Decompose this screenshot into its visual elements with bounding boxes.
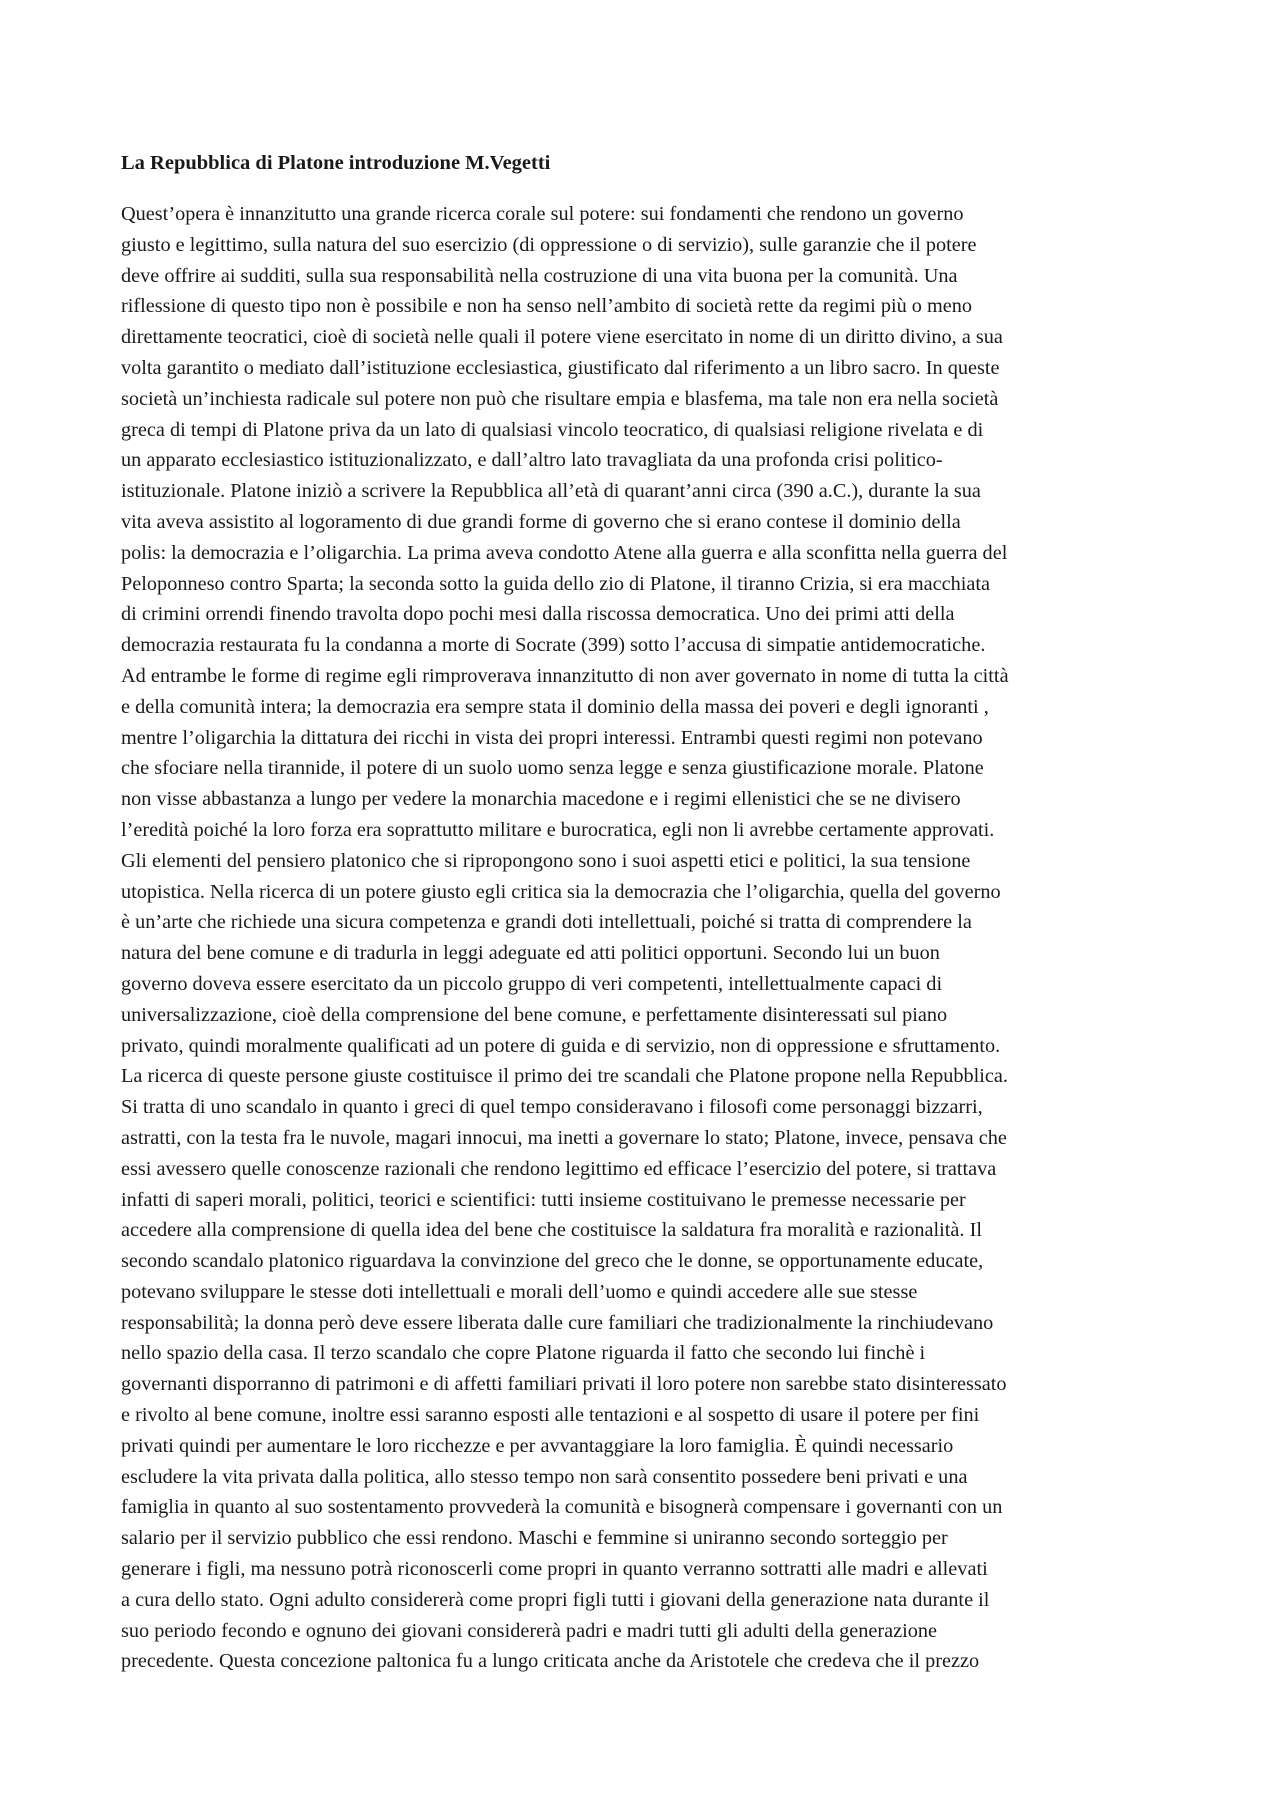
body-line: accedere alla comprensione di quella idea del bene che costituisce la saldatura fra moralità e razionalità. Il [121,1219,982,1242]
body-line: riflessione di questo tipo non è possibile e non ha senso nell’ambito di società rette da regimi più o meno [121,295,973,318]
body-line: volta garantito o mediato dall’istituzione ecclesiastica, giustificato dal riferimento a un libro sacro. In queste [121,356,1000,379]
body-line: e rivolto al bene comune, inoltre essi saranno esposti alle tentazioni e al sospetto di usare il potere per fini [121,1404,980,1427]
body-line: potevano sviluppare le stesse doti intellettuali e morali dell’uomo e quindi accedere alle sue stesse [121,1280,918,1303]
body-line: è un’arte che richiede una sicura competenza e grandi doti intellettuali, poiché si tratta di comprendere la [121,911,972,934]
body-line: deve offrire ai sudditi, sulla sua responsabilità nella costruzione di una vita buona per la comunità. Una [121,264,958,287]
body-line: secondo scandalo platonico riguardava la convinzione del greco che le donne, se opportunamente educate, [121,1250,984,1273]
body-line: precedente. Questa concezione paltonica fu a lungo criticata anche da Aristotele che credeva che il prezzo [121,1650,980,1673]
body-line: un apparato ecclesiastico istituzionalizzato, e dall’altro lato travagliata da una profonda crisi politico- [121,449,943,472]
document-title: La Repubblica di Platone introduzione M.Vegetti [121,152,551,174]
body-line: e della comunità intera; la democrazia era sempre stata il dominio della massa dei poveri e degli ignoranti , [121,695,989,718]
body-line: di crimini orrendi finendo travolta dopo pochi mesi dalla riscossa democratica. Uno dei primi atti della [121,603,955,626]
body-line: non visse abbastanza a lungo per vedere la monarchia macedone e i regimi ellenistici che se ne divisero [121,788,961,811]
body-line: mentre l’oligarchia la dittatura dei ricchi in vista dei propri interessi. Entrambi questi regimi non potevano [121,726,983,749]
body-line: Ad entrambe le forme di regime egli rimproverava innanzitutto di non aver governato in nome di tutta la città [121,664,1009,687]
document-body [121,199,1163,1677]
body-line: a cura dello stato. Ogni adulto considererà come propri figli tutti i giovani della generazione nata durante il [121,1588,990,1611]
body-line: governanti disporranno di patrimoni e di affetti familiari privati il loro potere non sarebbe stato disinteressato [121,1373,1007,1396]
body-line: salario per il servizio pubblico che essi rendono. Maschi e femmine si uniranno secondo sorteggio per [121,1527,948,1550]
body-line: che sfociare nella tirannide, il potere di un suolo uomo senza legge e senza giustificazione morale. Platone [121,757,984,780]
body-line: La ricerca di queste persone giuste costituisce il primo dei tre scandali che Platone propone nella Repubblica. [121,1065,1008,1088]
body-line: Gli elementi del pensiero platonico che si ripropongono sono i suoi aspetti etici e politici, la sua tensione [121,849,971,872]
body-line: natura del bene comune e di tradurla in leggi adeguate ed atti politici opportuni. Secondo lui un buon [121,942,940,965]
body-line: universalizzazione, cioè della comprensione del bene comune, e perfettamente disinteressati sul piano [121,1003,948,1026]
body-line: istituzionale. Platone iniziò a scrivere la Repubblica all’età di quarant’anni circa (390 a.C.), durante la sua [121,480,981,503]
body-line: vita aveva assistito al logoramento di due grandi forme di governo che si erano contese il dominio della [121,510,961,533]
body-line: utopistica. Nella ricerca di un potere giusto egli critica sia la democrazia che l’oligarchia, quella del governo [121,880,1001,903]
body-line: l’eredità poiché la loro forza era soprattutto militare e burocratica, egli non li avrebbe certamente approvati. [121,818,995,841]
body-line: responsabilità; la donna però deve essere liberata dalle cure familiari che tradizionalmente la rinchiudevano [121,1311,994,1334]
body-line: democrazia restaurata fu la condanna a morte di Socrate (399) sotto l’accusa di simpatie antidemocratiche. [121,634,986,657]
body-line: Peloponneso contro Sparta; la seconda sotto la guida dello zio di Platone, il tiranno Crizia, si era macchiata [121,572,991,595]
body-line: famiglia in quanto al suo sostentamento provvederà la comunità e bisognerà compensare i governanti con un [121,1496,1003,1519]
body-line: giusto e legittimo, sulla natura del suo esercizio (di oppressione o di servizio), sulle garanzie che il potere [121,233,977,256]
body-line: direttamente teocratici, cioè di società nelle quali il potere viene esercitato in nome di un diritto divino, a sua [121,326,1003,349]
body-line: privato, quindi moralmente qualificati ad un potere di guida e di servizio, non di oppressione e sfruttamento. [121,1034,1001,1057]
body-line: Quest’opera è innanzitutto una grande ricerca corale sul potere: sui fondamenti che rendono un governo [121,203,964,225]
body-line: polis: la democrazia e l’oligarchia. La prima aveva condotto Atene alla guerra e alla sconfitta nella guerra del [121,541,1008,564]
body-line: escludere la vita privata dalla politica, allo stesso tempo non sarà consentito possedere beni privati e una [121,1465,968,1488]
body-line: Si tratta di uno scandalo in quanto i greci di quel tempo consideravano i filosofi come personaggi bizzarri, [121,1096,983,1119]
body-line: suo periodo fecondo e ognuno dei giovani considererà padri e madri tutti gli adulti della generazione [121,1619,938,1642]
body-line: generare i figli, ma nessuno potrà riconoscerli come propri in quanto verranno sottratti alle madri e allevati [121,1558,988,1581]
body-line: nello spazio della casa. Il terzo scandalo che copre Platone riguarda il fatto che secondo lui finchè i [121,1342,926,1365]
body-line: governo doveva essere esercitato da un piccolo gruppo di veri competenti, intellettualmente capaci di [121,972,943,995]
body-line: greca di tempi di Platone priva da un lato di qualsiasi vincolo teocratico, di qualsiasi religione rivelata e di [121,418,984,441]
body-line: società un’inchiesta radicale sul potere non può che risultare empia e blasfema, ma tale non era nella società [121,387,999,410]
body-line: astratti, con la testa fra le nuvole, magari innocui, ma inetti a governare lo stato; Platone, invece, pensava che [121,1126,1007,1149]
body-line: infatti di saperi morali, politici, teorici e scientifici: tutti insieme costituivano le premesse necessarie per [121,1188,966,1211]
document-content [121,148,1163,1677]
body-line: essi avessero quelle conoscenze razionali che rendono legittimo ed efficace l’esercizio del potere, si trattava [121,1157,997,1180]
body-line: privati quindi per aumentare le loro ricchezze e per avvantaggiare la loro famiglia. È quindi necessario [121,1434,954,1457]
